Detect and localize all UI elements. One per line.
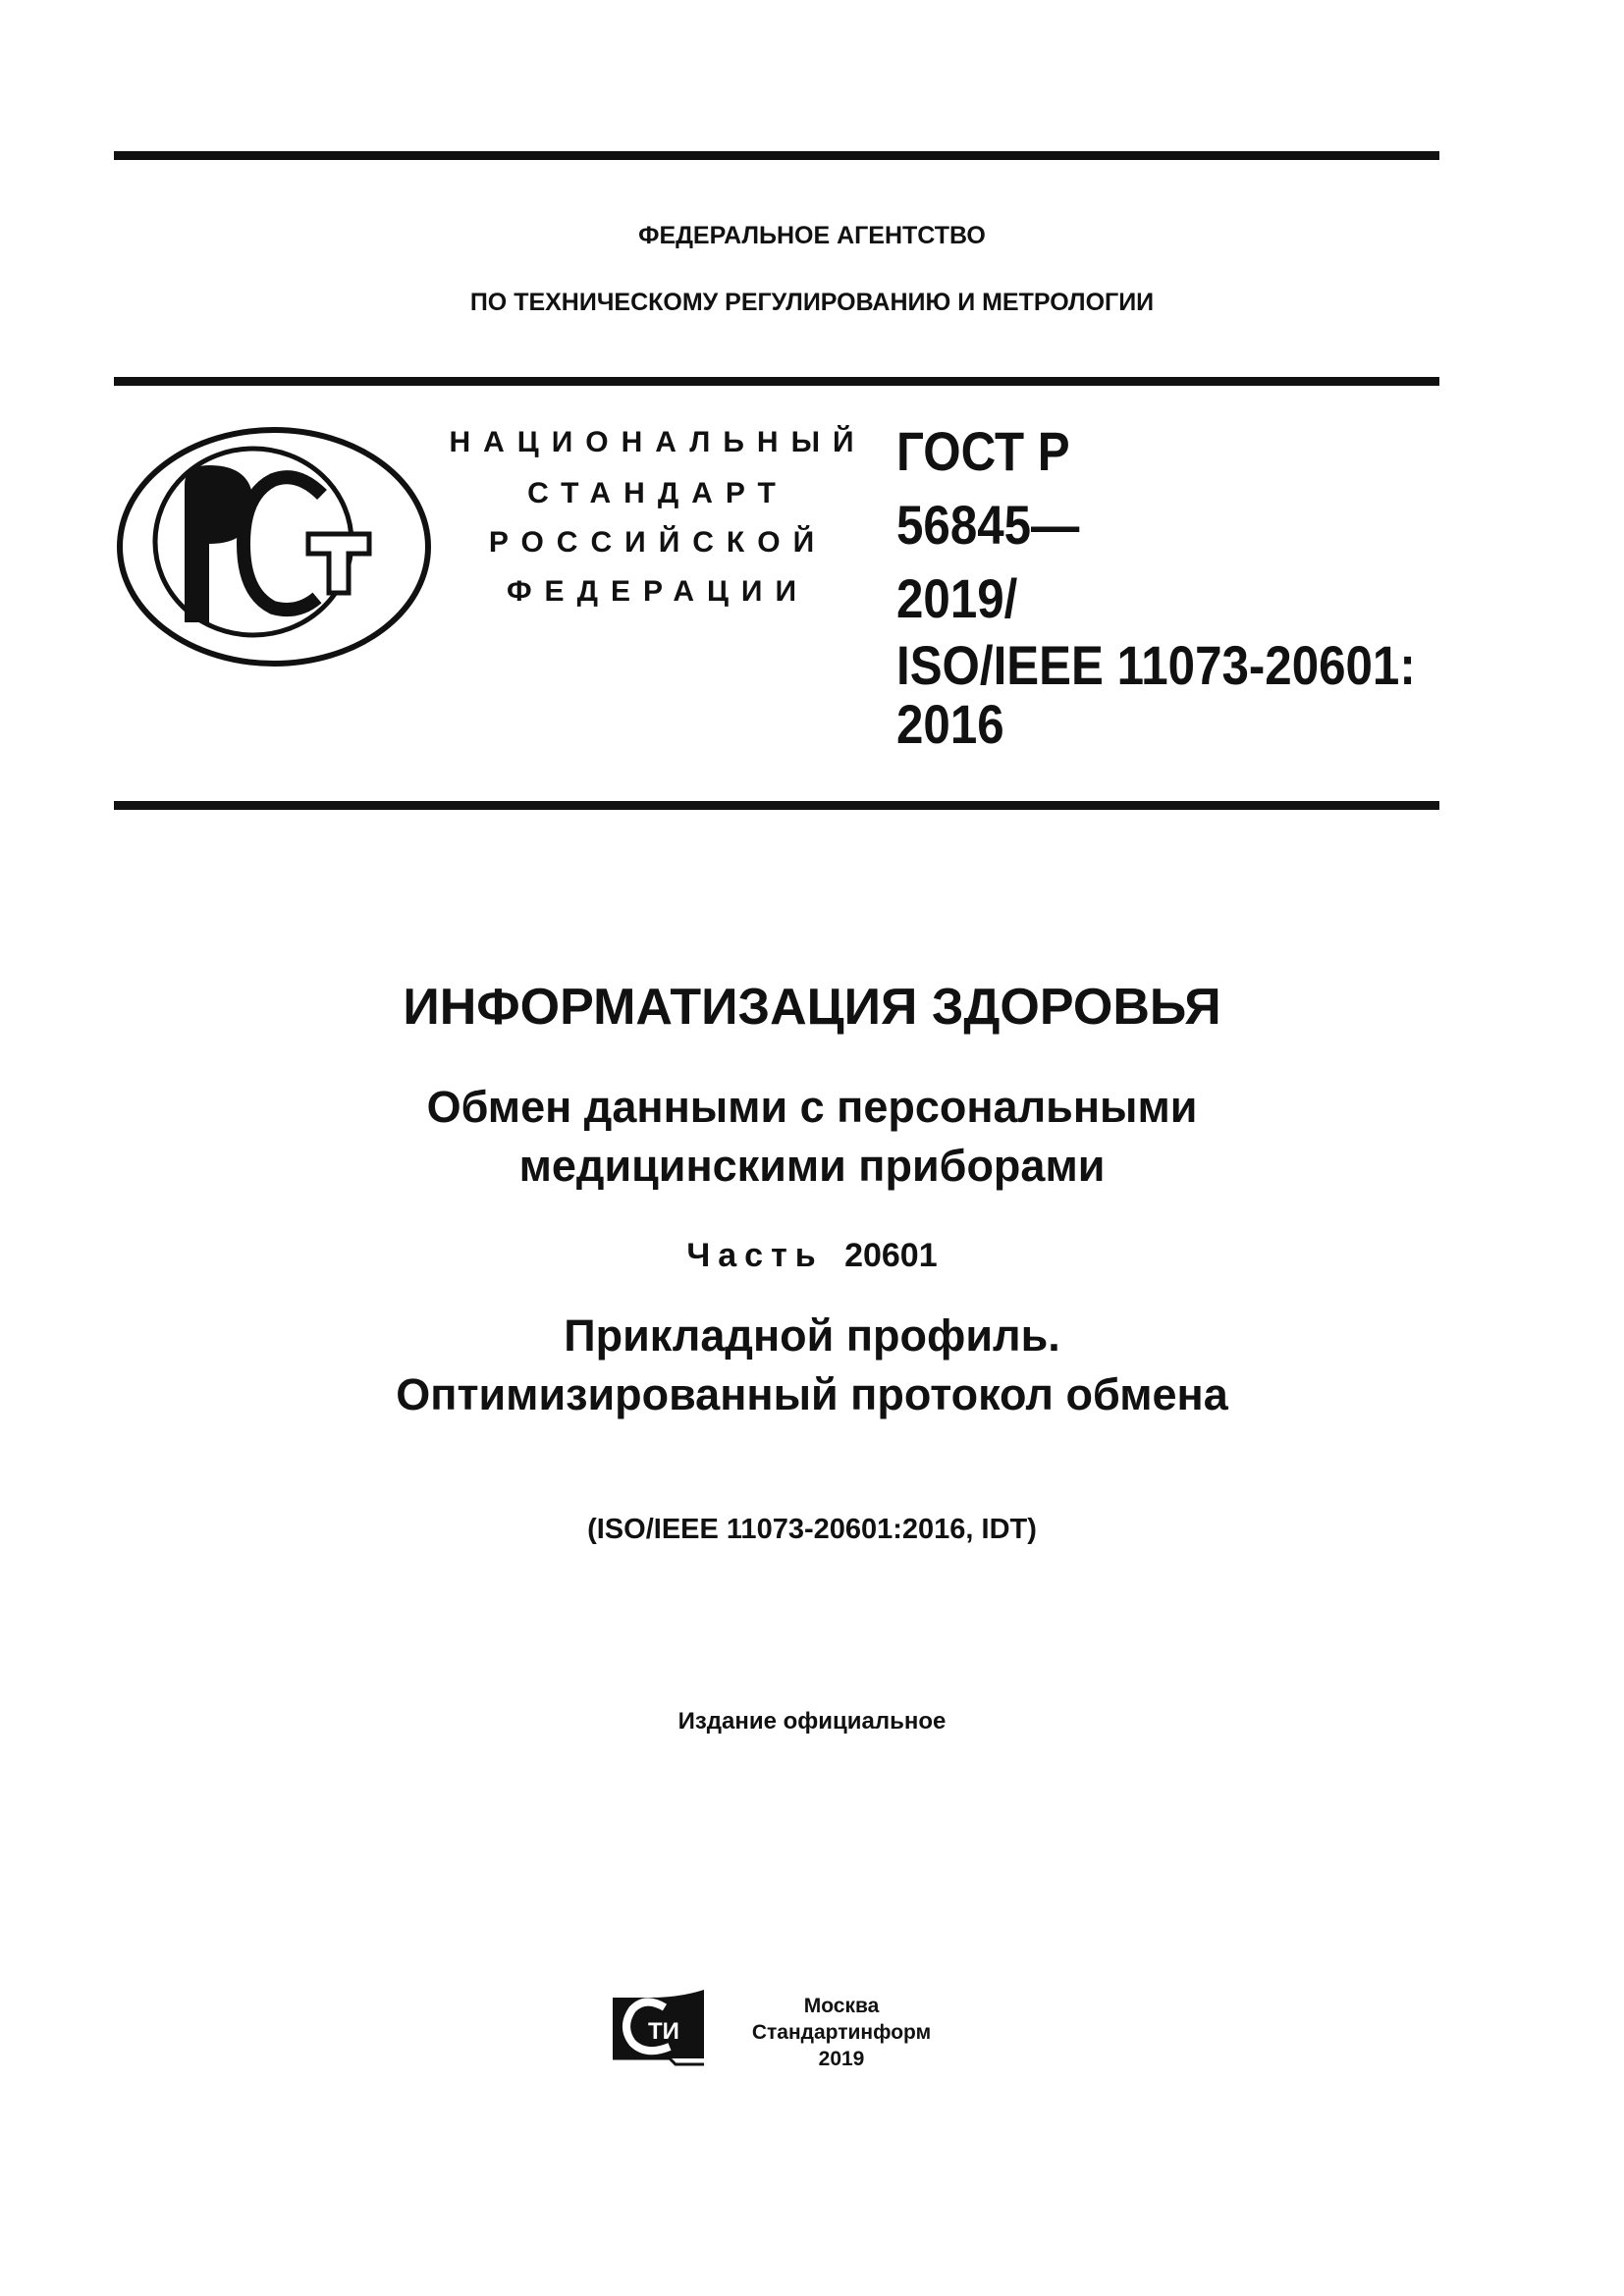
publisher-year: 2019 bbox=[818, 2048, 865, 2070]
designation-line-1: ГОСТ Р bbox=[896, 420, 1070, 482]
subtitle-line-1: Обмен данными с персональными bbox=[426, 1082, 1198, 1132]
edition-label: Издание официальное bbox=[677, 1708, 947, 1735]
part-heading bbox=[0, 1237, 1624, 1275]
standartinform-logo-icon bbox=[611, 1988, 709, 2066]
designation-line-4: ISO/IEEE 11073-20601: bbox=[896, 634, 1416, 696]
designation-line-2: 56845— bbox=[896, 494, 1080, 556]
national-standard-line-4: ФЕДЕРАЦИИ bbox=[506, 575, 810, 608]
svg-text:ТИ: ТИ bbox=[648, 2018, 679, 2045]
agency-line-2: ПО ТЕХНИЧЕСКОМУ РЕГУЛИРОВАНИЮ И МЕТРОЛОГИИ bbox=[469, 289, 1155, 316]
top-rule bbox=[114, 151, 1439, 160]
publisher-name: Стандартинформ bbox=[751, 2021, 932, 2044]
national-standard-line-3: РОССИЙСКОЙ bbox=[488, 526, 828, 559]
part-label: Часть bbox=[686, 1237, 824, 1274]
publisher-city: Москва bbox=[803, 1995, 880, 2017]
header-rule bbox=[114, 377, 1439, 386]
agency-line-1: ФЕДЕРАЛЬНОЕ АГЕНТСТВО bbox=[638, 222, 986, 249]
national-standard-line-2: СТАНДАРТ bbox=[527, 477, 788, 509]
part-number: 20601 bbox=[844, 1237, 938, 1274]
designation-line-5: 2016 bbox=[896, 693, 1004, 755]
designation-line-3: 2019/ bbox=[896, 567, 1018, 629]
publisher-block bbox=[743, 1993, 940, 2072]
subtitle-line-2: медицинскими приборами bbox=[518, 1141, 1106, 1191]
gost-r-logo-icon bbox=[116, 426, 432, 667]
document-title: ИНФОРМАТИЗАЦИЯ ЗДОРОВЬЯ bbox=[403, 979, 1221, 1036]
part-title-line-1: Прикладной профиль. bbox=[564, 1310, 1060, 1361]
national-standard-line-1: НАЦИОНАЛЬНЫЙ bbox=[449, 426, 867, 458]
part-title-line-2: Оптимизированный протокол обмена bbox=[396, 1369, 1228, 1419]
designation-rule bbox=[114, 801, 1439, 810]
identity-note: (ISO/IEEE 11073-20601:2016, IDT) bbox=[587, 1514, 1037, 1545]
